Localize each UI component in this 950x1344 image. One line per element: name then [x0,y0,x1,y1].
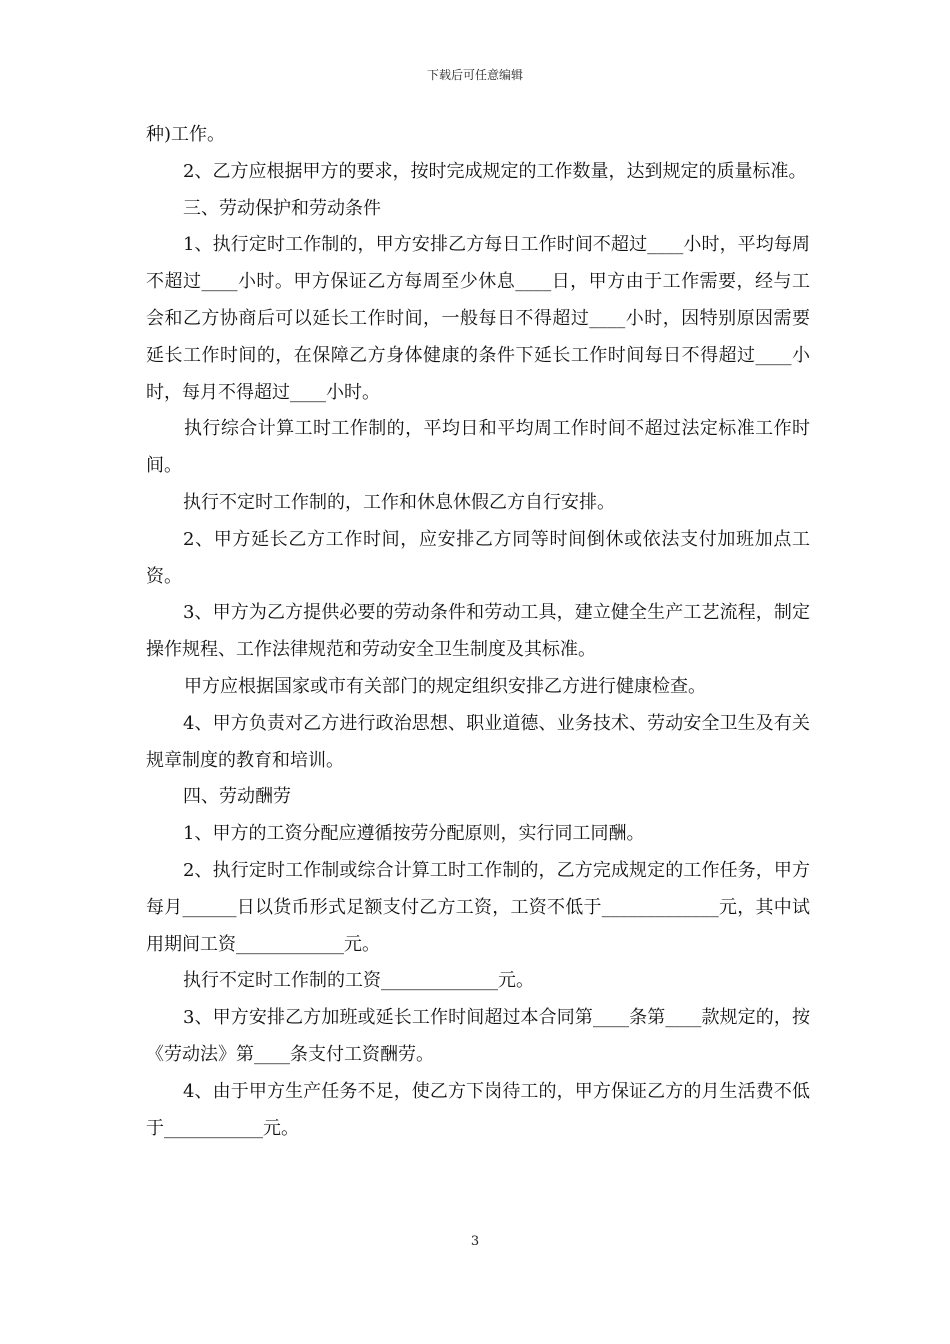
document-body [146,117,810,1147]
page-header: 下载后可任意编辑 [426,68,523,82]
paragraph: 1、执行定时工作制的，甲方安排乙方每日工作时间不超过____小时，平均每周不超过____小时。甲方保证乙方每周至少休息____日，甲方由于工作需要，经与工会和乙方协商后可以延长工作时间，一般每日不得超过____小时，因特别原因需要延长工作时间的，在保障乙方身体健康的条件下延长工作时间每日不得超过____小时，每月不得超过____小时。 [146,234,810,403]
paragraph: 4、甲方负责对乙方进行政治思想、职业道德、业务技术、劳动安全卫生及有关规章制度的教育和培训。 [146,712,810,771]
paragraph: 4、由于甲方生产任务不足，使乙方下岗待工的，甲方保证乙方的月生活费不低于___________元。 [146,1080,810,1139]
section-heading: 四、劳动酬劳 [183,786,291,808]
paragraph: 执行不定时工作制的工资_____________元。 [183,970,534,992]
paragraph: 2、执行定时工作制或综合计算工时工作制的，乙方完成规定的工作任务，甲方每月______日以货币形式足额支付乙方工资，工资不低于_____________元，其中试用期间工资____________元。 [146,859,810,955]
paragraph: 甲方应根据国家或市有关部门的规定组织安排乙方进行健康检查。 [184,675,706,697]
paragraph: 执行综合计算工时工作制的，平均日和平均周工作时间不超过法定标准工作时间。 [146,418,810,477]
section-heading: 三、劳动保护和劳动条件 [183,197,381,219]
paragraph: 2、甲方延长乙方工作时间，应安排乙方同等时间倒休或依法支付加班加点工资。 [146,528,810,587]
page-number: 3 [470,1234,480,1249]
paragraph: 3、甲方安排乙方加班或延长工作时间超过本合同第____条第____款规定的，按《劳动法》第____条支付工资酬劳。 [146,1007,810,1065]
paragraph: 执行不定时工作制的，工作和休息休假乙方自行安排。 [183,491,615,513]
paragraph: 种)工作。 [146,124,226,145]
paragraph: 1、甲方的工资分配应遵循按劳分配原则，实行同工同酬。 [183,823,645,845]
paragraph: 3、甲方为乙方提供必要的劳动条件和劳动工具，建立健全生产工艺流程，制定操作规程、工作法律规范和劳动安全卫生制度及其标准。 [146,602,810,661]
paragraph: 2、乙方应根据甲方的要求，按时完成规定的工作数量，达到规定的质量标准。 [183,160,807,182]
